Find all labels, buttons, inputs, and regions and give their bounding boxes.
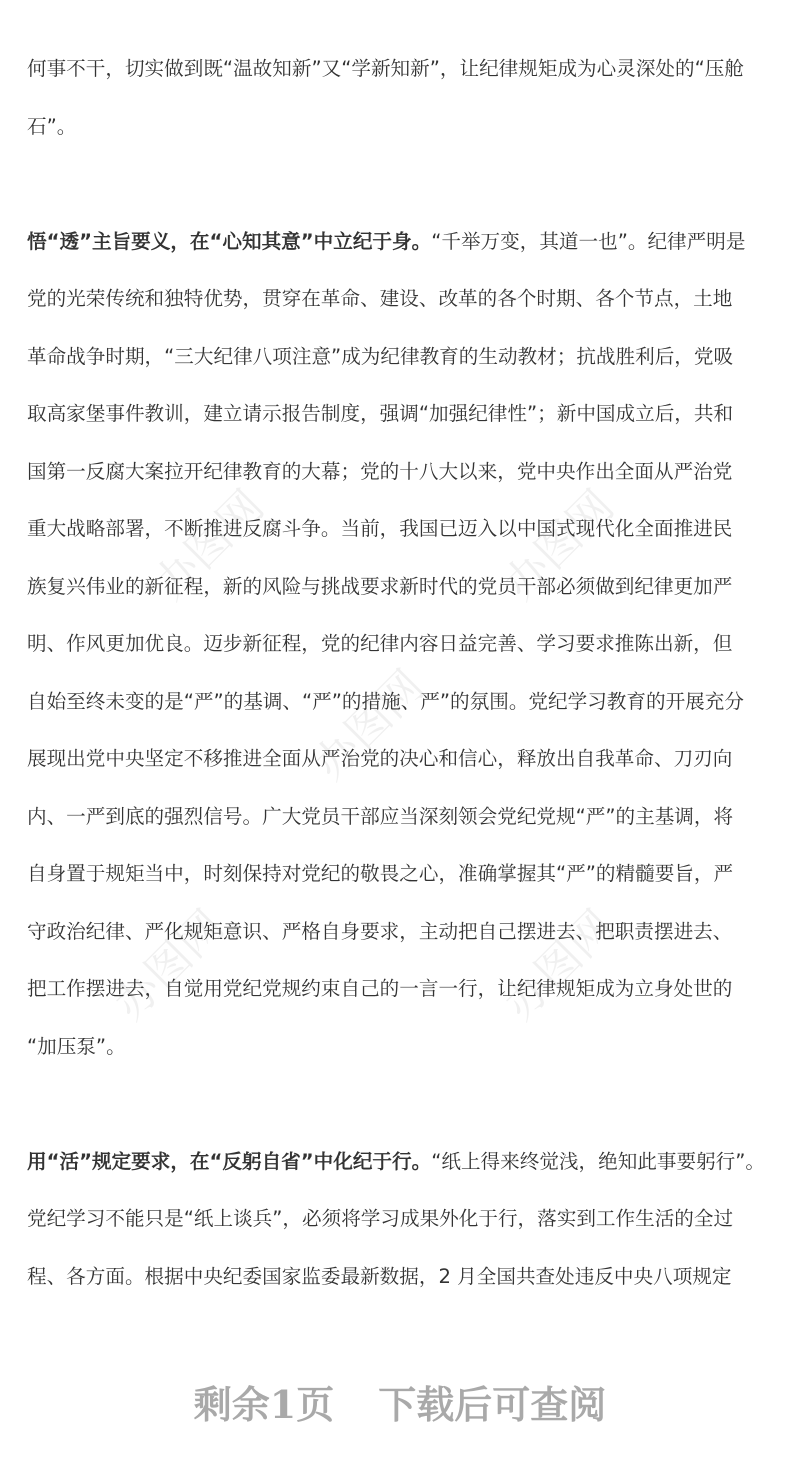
- text-line: 把工作摆进去，自觉用党纪党规约束自己的一言一行，让纪律规矩成为立身处世的: [27, 977, 733, 1000]
- paragraph-heading: 悟“透”主旨要义，在“心知其意”中立纪于身。: [27, 229, 432, 253]
- text-line: 自身置于规矩当中，时刻保持对党纪的敬畏之心，准确掌握其“严”的精髓要旨，严: [27, 862, 734, 885]
- watermark: 办图网: [144, 480, 274, 610]
- text-line: 石”。: [27, 114, 77, 138]
- paragraph-lead: “千举万变，其道一也”。纪律严明是: [431, 229, 746, 253]
- paragraph-gap: [27, 1075, 777, 1133]
- watermark: 办图网: [494, 480, 624, 610]
- text-line: 党的光荣传统和独特优势，贯穿在革命、建设、改革的各个时期、各个节点，土地: [27, 287, 733, 310]
- text-line: 党纪学习不能只是“纸上谈兵”，必须将学习成果外化于行，落实到工作生活的全过: [27, 1207, 734, 1230]
- watermark: 办图网: [304, 660, 434, 790]
- watermark: 办图网: [494, 900, 624, 1030]
- paragraph-gap: [27, 155, 777, 213]
- text-line: 取高家堡事件教训，建立请示报告制度，强调“加强纪律性”；新中国成立后，共和: [27, 402, 734, 425]
- download-to-view-label[interactable]: 下载后可查阅: [378, 1382, 607, 1427]
- text-line: “加压泵”。: [27, 1034, 126, 1058]
- text-line: 国第一反腐大案拉开纪律教育的大幕；党的十八大以来，党中央作出全面从严治党: [27, 459, 733, 483]
- text-line: 程、各方面。根据中央纪委国家监委最新数据，2 月全国共查处违反中央八项规定: [27, 1264, 732, 1288]
- watermark: 办图网: [104, 900, 234, 1030]
- paragraph-2: [27, 213, 777, 1076]
- text-line: 革命战争时期，“三大纪律八项注意”成为纪律教育的生动教材；抗战胜利后，党吸: [27, 344, 734, 368]
- text-line: [27, 1133, 777, 1191]
- text-line: 何事不干，切实做到既“温故知新”又“学新知新”，让纪律规矩成为心灵深处的“压舱: [27, 57, 744, 80]
- text-line: 自始至终未变的是“严”的基调、“严”的措施、严”的氛围。党纪学习教育的开展充分: [27, 689, 744, 713]
- remaining-pages-label: 剩余1页: [193, 1382, 335, 1427]
- text-line: 重大战略部署，不断推进反腐斗争。当前，我国已迈入以中国式现代化全面推进民: [27, 517, 733, 540]
- text-line: [27, 213, 777, 271]
- text-line: 守政治纪律、严化规矩意识、严格自身要求，主动把自己摆进去、把职责摆进去、: [27, 919, 733, 943]
- paragraph-lead: “纸上得来终觉浅，绝知此事要躬行”。: [431, 1149, 766, 1173]
- paragraph-heading: 用“活”规定要求，在“反躬自省”中化纪于行。: [27, 1149, 432, 1173]
- download-banner[interactable]: [0, 1370, 800, 1440]
- text-line: 展现出党中央坚定不移推进全面从严治党的决心和信心，释放出自我革命、刀刃向: [27, 747, 733, 770]
- paragraph-3: [27, 1133, 777, 1306]
- paragraph-1: [27, 40, 777, 155]
- text-line: 明、作风更加优良。迈步新征程，党的纪律内容日益完善、学习要求推陈出新，但: [27, 632, 733, 655]
- article-body: [27, 40, 777, 1305]
- text-line: 内、一严到底的强烈信号。广大党员干部应当深刻领会党纪党规“严”的主基调，将: [27, 804, 734, 828]
- text-line: 族复兴伟业的新征程，新的风险与挑战要求新时代的党员干部必须做到纪律更加严: [27, 574, 733, 598]
